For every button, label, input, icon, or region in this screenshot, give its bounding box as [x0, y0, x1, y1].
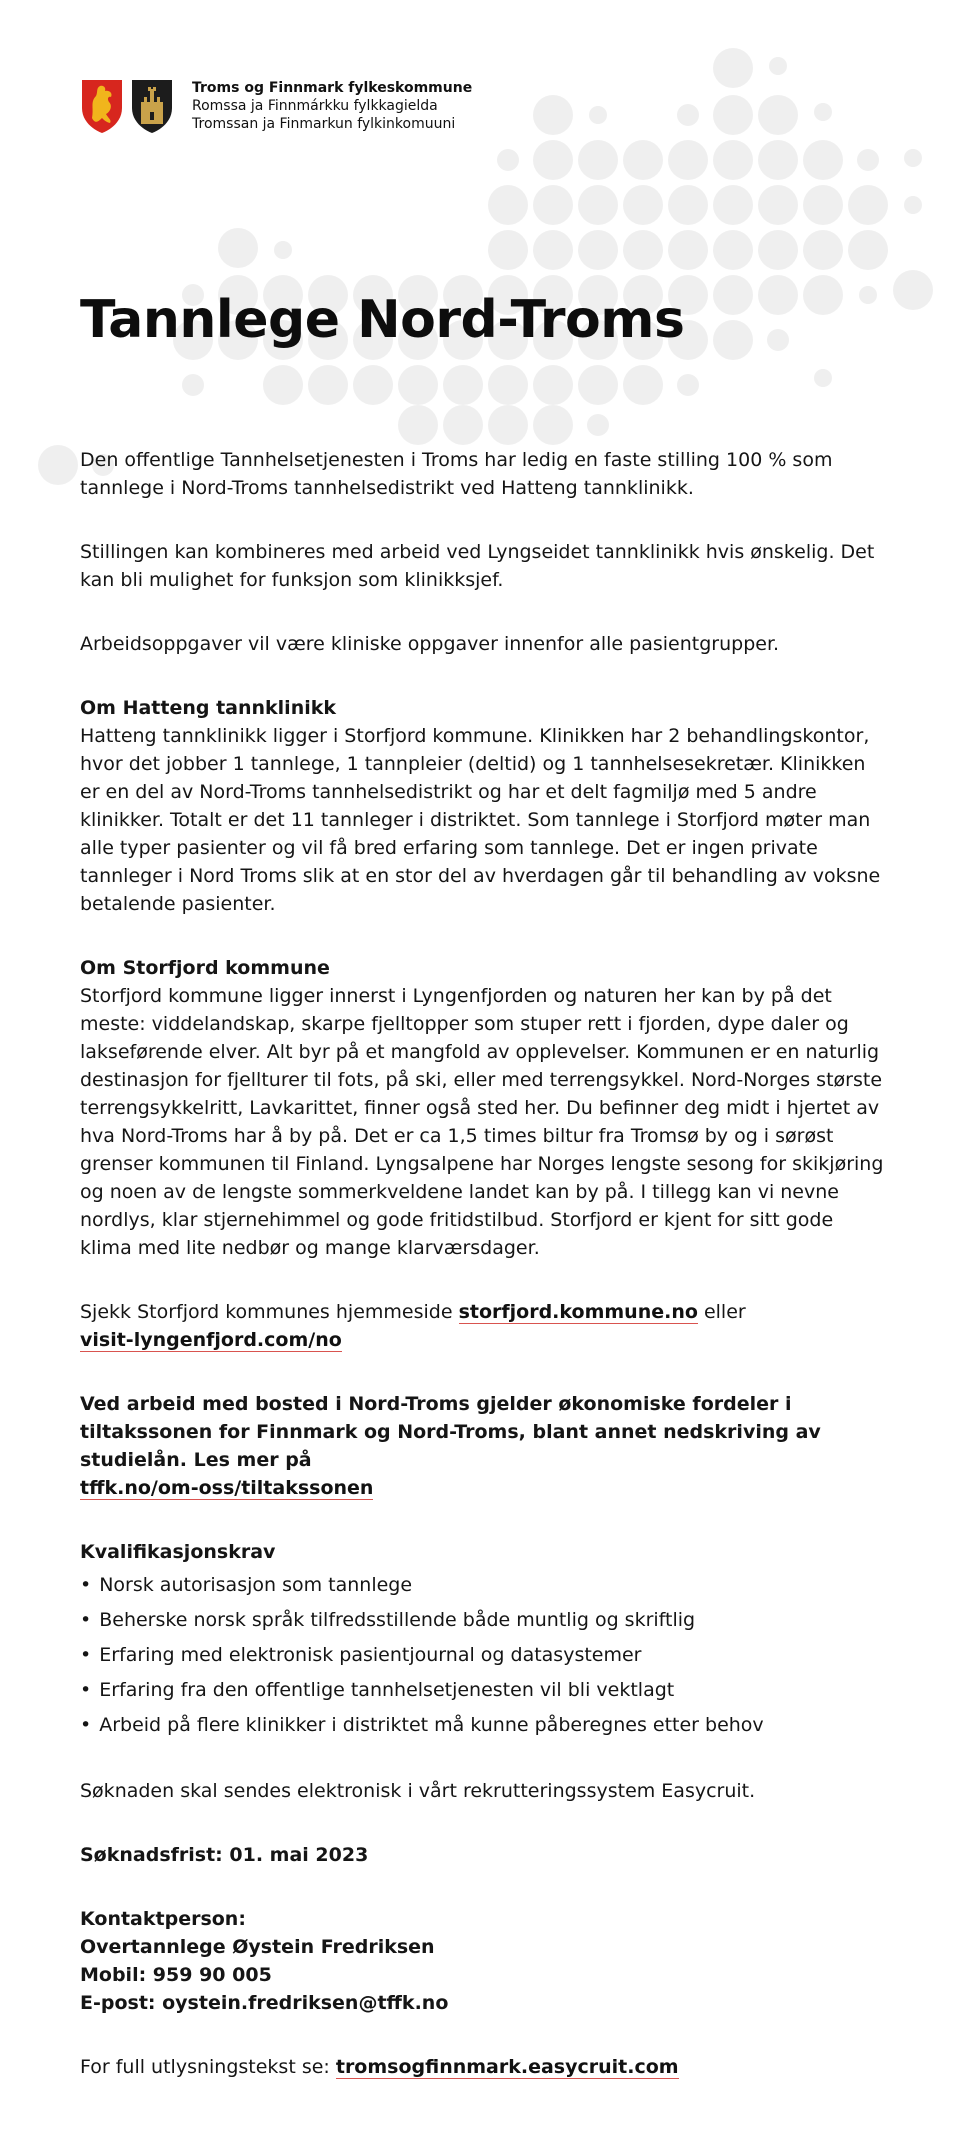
deadline: Søknadsfrist: 01. mai 2023 [80, 1844, 369, 1866]
org-name-kven: Tromssan ja Finmarkun fylkinkomuuni [192, 116, 456, 132]
links-middle: eller [703, 1301, 746, 1323]
list-item: • Beherske norsk språk tilfredsstillende både muntlig og skriftlig [80, 1603, 890, 1638]
contact-block [80, 1905, 890, 2017]
list-item: • Norsk autorisasjon som tannlege [80, 1568, 890, 1603]
links-paragraph [80, 1298, 890, 1354]
contact-name: Overtannlege Øystein Fredriksen [80, 1936, 435, 1958]
footer-paragraph [80, 2053, 890, 2081]
footer-prefix: For full utlysningstekst se: [80, 2056, 330, 2078]
storfjord-heading: Om Storfjord kommune [80, 957, 330, 979]
tiltakssone-link[interactable]: tffk.no/om-oss/tiltakssonen [80, 1477, 374, 1499]
tasks-paragraph: Arbeidsoppgaver vil være kliniske oppgaver innenfor alle pasientgrupper. [80, 633, 780, 655]
storfjord-kommune-link[interactable]: storfjord.kommune.no [458, 1301, 698, 1323]
links-prefix: Sjekk Storfjord kommunes hjemmeside [80, 1301, 453, 1323]
organization-name [192, 79, 472, 133]
contact-phone: Mobil: 959 90 005 [80, 1964, 272, 1986]
header [80, 78, 472, 134]
qualifications-list [80, 1568, 890, 1743]
hatteng-heading: Om Hatteng tannklinikk [80, 697, 337, 719]
org-name-norwegian: Troms og Finnmark fylkeskommune [192, 80, 473, 96]
hatteng-paragraph: Hatteng tannklinikk ligger i Storfjord kommune. Klinikken har 2 behandlingskontor, hvor det jobber 1 tannlege, 1 tannpleier (deltid) og 1 tannhelsesekretær. Klinikken er en del av Nord-Troms tannhelsedistrikt og har et delt fagmiljø med 5 andre klinikker. Totalt er det 11 tannleger i distriktet. Som tannlege i Storfjord møter man alle typer pasienter og vil få bred erfaring som tannlege. Det er ingen private tannleger i Nord Troms slik at en stor del av hverdagen går til behandling av voksne betalende pasienter. [80, 725, 881, 915]
qualifications-heading: Kvalifikasjonskrav [80, 1541, 276, 1563]
intro-paragraph: Den offentlige Tannhelsetjenesten i Troms har ledig en faste stilling 100 % som tannlege i Nord-Troms tannhelsedistrikt ved Hatteng tannklinikk. [80, 449, 833, 499]
visit-lyngenfjord-link[interactable]: visit-lyngenfjord.com/no [80, 1329, 342, 1351]
tiltakssone-text: Ved arbeid med bosted i Nord-Troms gjelder økonomiske fordeler i tiltakssonen for Finnmark og Nord-Troms, blant annet nedskriving av studielån. Les mer på [80, 1393, 821, 1471]
contact-label: Kontaktperson: [80, 1908, 246, 1930]
contact-email: E-post: oystein.fredriksen@tffk.no [80, 1992, 449, 2014]
storfjord-paragraph: Storfjord kommune ligger innerst i Lyngenfjorden og naturen her kan by på det meste: viddelandskap, skarpe fjelltopper som stuper rett i fjorden, dype daler og lakseførende elver. Alt byr på et mangfold av opplevelser. Kommunen er en naturlig destinasjon for fjellturer til fots, på ski, eller med terrengsykkel. Nord-Norges største terrengsykkelritt, Lavkarittet, finner også sted her. Du befinner deg midt i hjertet av hva Nord-Troms har å by på. Det er ca 1,5 times biltur fra Tromsø by og i sørøst grenser kommunen til Finland. Lyngsalpene har Norges lengste sesong for skikjøring og noen av de lengste sommerkveldene landet kan by på. I tillegg kan vi nevne nordlys, klar stjernehimmel og gode fritidstilbud. Storfjord er kjent for sitt gode klima med lite nedbør og mange klarværsdager. [80, 985, 884, 1259]
tiltakssone-paragraph [80, 1390, 890, 1502]
list-item: • Erfaring med elektronisk pasientjournal og datasystemer [80, 1638, 890, 1673]
easycruit-link[interactable]: tromsogfinnmark.easycruit.com [335, 2056, 679, 2078]
troms-coat-of-arms-icon [80, 78, 124, 134]
list-item: • Arbeid på flere klinikker i distriktet må kunne påberegnes etter behov [80, 1708, 890, 1743]
application-paragraph: Søknaden skal sendes elektronisk i vårt rekrutteringssystem Easycruit. [80, 1780, 756, 1802]
list-item: • Erfaring fra den offentlige tannhelsetjenesten vil bli vektlagt [80, 1673, 890, 1708]
combination-paragraph: Stillingen kan kombineres med arbeid ved Lyngseidet tannklinikk hvis ønskelig. Det kan bli mulighet for funksjon som klinikksjef. [80, 541, 875, 591]
org-name-sami: Romssa ja Finnmárkku fylkkagielda [192, 98, 438, 114]
page-title: Tannlege Nord-Troms [80, 290, 685, 350]
finnmark-coat-of-arms-icon [130, 78, 174, 134]
job-description [80, 446, 890, 2117]
